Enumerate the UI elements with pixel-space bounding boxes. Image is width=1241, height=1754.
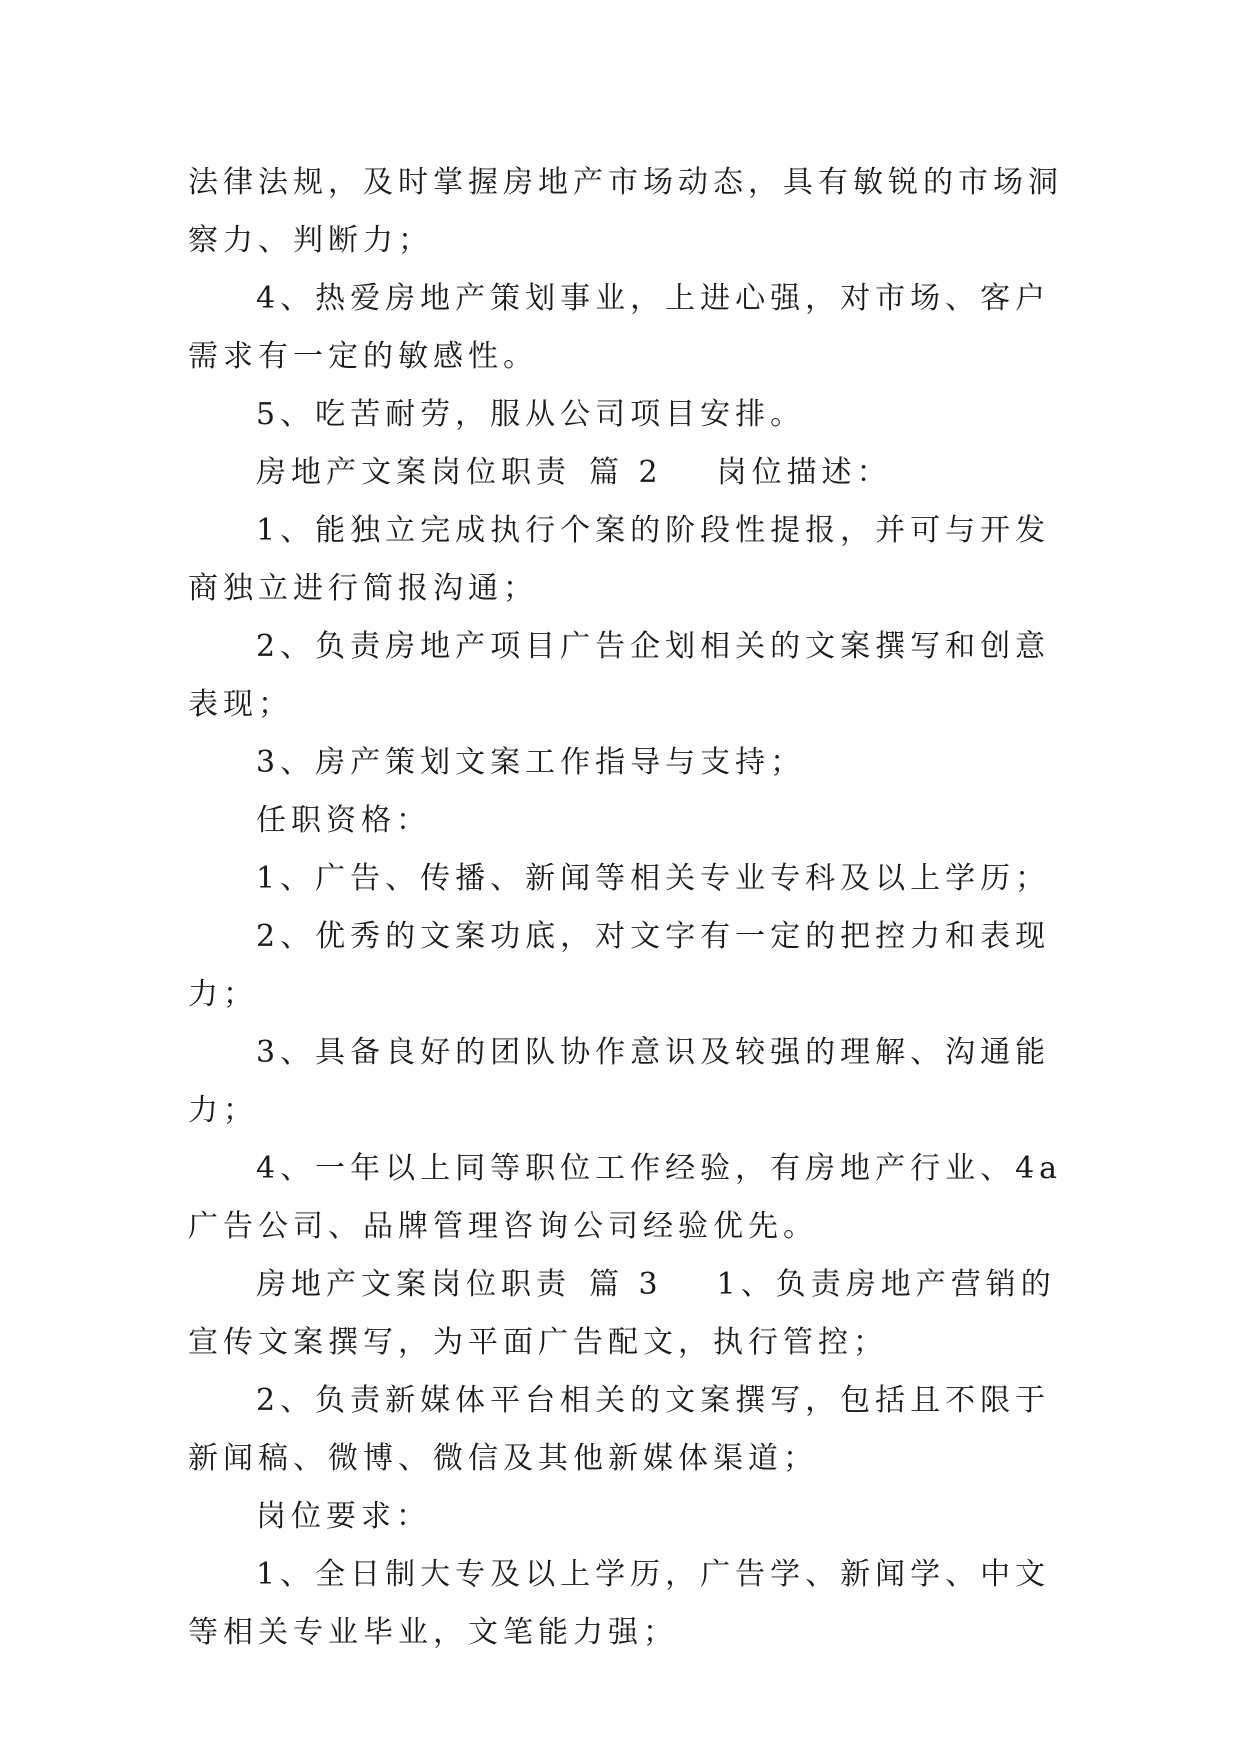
section-heading: 房地产文案岗位职责 bbox=[256, 455, 571, 490]
section-number: 篇 3 bbox=[589, 1267, 663, 1302]
paragraph: 4、热爱房地产策划事业，上进心强，对市场、客户需求有一定的敏感性。 bbox=[188, 281, 1051, 374]
paragraph: 2、负责新媒体平台相关的文案撰写，包括且不限于新闻稿、微博、微信及其他新媒体渠道； bbox=[188, 1383, 1051, 1476]
section-number: 篇 2 bbox=[589, 455, 663, 490]
paragraph: 2、负责房地产项目广告企划相关的文案撰写和创意表现； bbox=[188, 629, 1051, 722]
paragraph: 1、广告、传播、新闻等相关专业专科及以上学历； bbox=[256, 861, 1051, 896]
paragraph-text: 岗位描述： bbox=[716, 455, 892, 490]
paragraph: 5、吃苦耐劳，服从公司项目安排。 bbox=[256, 397, 806, 432]
paragraph: 4、一年以上同等职位工作经验，有房地产行业、4a 广告公司、品牌管理咨询公司经验优先。 bbox=[188, 1151, 1063, 1244]
paragraph: 3、具备良好的团队协作意识及较强的理解、沟通能力； bbox=[188, 1035, 1051, 1128]
section-heading-paragraph bbox=[188, 1256, 1068, 1372]
paragraph: 1、全日制大专及以上学历，广告学、新闻学、中文等相关专业毕业，文笔能力强； bbox=[188, 1557, 1051, 1650]
paragraph: 1、能独立完成执行个案的阶段性提报，并可与开发商独立进行简报沟通； bbox=[188, 513, 1051, 606]
paragraph: 3、房产策划文案工作指导与支持； bbox=[256, 745, 806, 780]
paragraph: 2、优秀的文案功底，对文字有一定的把控力和表现力； bbox=[188, 919, 1051, 1012]
paragraph: 岗位要求： bbox=[256, 1499, 431, 1534]
section-heading-paragraph bbox=[188, 444, 1068, 502]
paragraph: 法律法规，及时掌握房地产市场动态，具有敏锐的市场洞察力、判断力； bbox=[188, 165, 1063, 258]
paragraph-text: 1、负责房地产营销的宣传文案撰写，为平面广告配文，执行管控； bbox=[188, 1267, 1056, 1360]
document-body bbox=[188, 154, 1068, 1662]
paragraph: 任职资格： bbox=[256, 803, 431, 838]
section-heading: 房地产文案岗位职责 bbox=[256, 1267, 571, 1302]
